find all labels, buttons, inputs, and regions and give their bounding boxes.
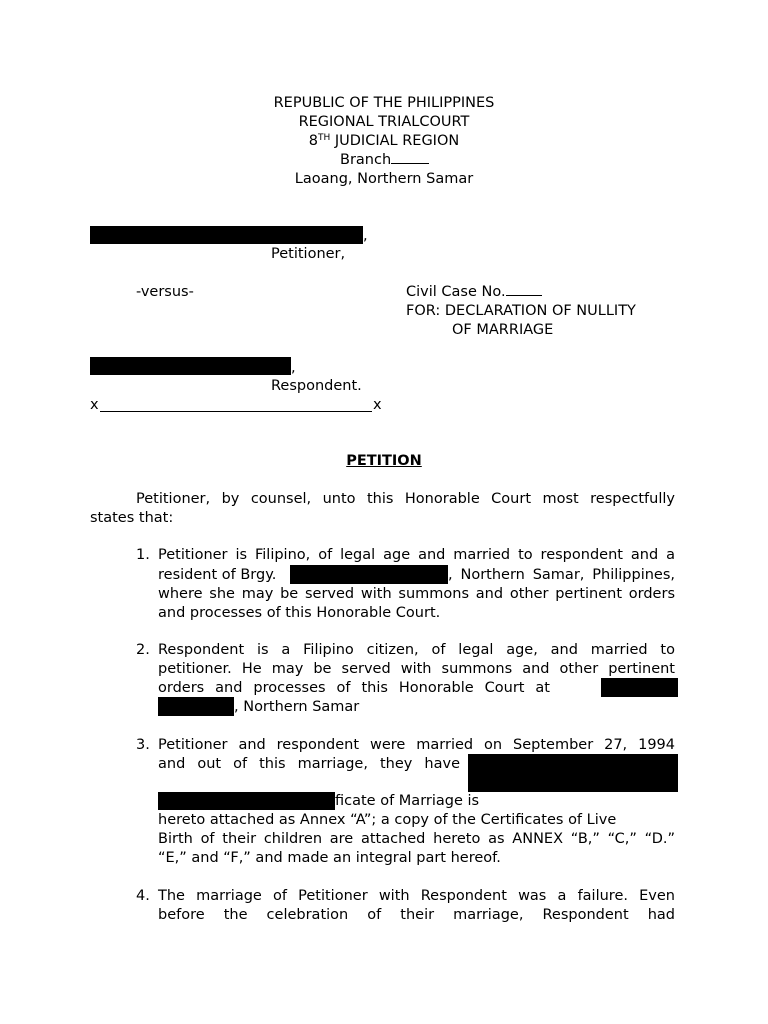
petitioner-comma: , bbox=[363, 228, 368, 244]
item-text-line: petitioner. He may be served with summons and other pertinent bbox=[158, 661, 675, 677]
respondent-label: Respondent. bbox=[271, 378, 362, 394]
item-number: 2. bbox=[136, 642, 150, 658]
header-court: REGIONAL TRIALCOURT bbox=[298, 114, 470, 130]
petition-title: PETITION bbox=[346, 453, 422, 469]
respondent-comma: , bbox=[291, 360, 296, 376]
versus-label: -versus- bbox=[136, 284, 194, 300]
item-number: 1. bbox=[136, 547, 150, 563]
caption-x-left: x bbox=[90, 397, 99, 413]
redacted-address-part1 bbox=[601, 678, 678, 697]
item-text-line: and processes of this Honorable Court. bbox=[158, 605, 441, 621]
intro-line1: Petitioner, by counsel, unto this Honorable Court most respectfully bbox=[136, 491, 675, 507]
item-text-line: , Northern Samar bbox=[234, 699, 360, 715]
item-text-line: and out of this marriage, they have bbox=[158, 756, 460, 772]
item-text-line: Birth of their children are attached hereto as ANNEX “B,” “C,” “D.” bbox=[158, 831, 675, 847]
redacted-children-details bbox=[468, 754, 678, 792]
item-text-line: where she may be served with summons and other pertinent orders bbox=[158, 586, 675, 602]
redacted-barangay bbox=[290, 565, 448, 584]
caption-divider-line bbox=[100, 411, 372, 412]
item-text-line: orders and processes of this Honorable Court at bbox=[158, 680, 550, 696]
redacted-address-part2 bbox=[158, 697, 234, 716]
caption-x-right: x bbox=[373, 397, 382, 413]
redacted-respondent-name bbox=[90, 357, 291, 375]
redacted-petitioner-name bbox=[90, 226, 363, 244]
header-region: 8TH JUDICIAL REGION bbox=[308, 133, 460, 149]
item-text-line: hereto attached as Annex “A”; a copy of the Certificates of Live bbox=[158, 812, 617, 828]
petitioner-label: Petitioner, bbox=[271, 246, 346, 262]
item-text-line: ficate of Marriage is bbox=[335, 793, 480, 809]
item-number: 4. bbox=[136, 888, 150, 904]
redacted-certificate-text bbox=[158, 792, 335, 810]
case-nature-line1: FOR: DECLARATION OF NULLITY bbox=[406, 303, 636, 319]
item-text-line: The marriage of Petitioner with Respondent was a failure. Even bbox=[158, 888, 675, 904]
item-text-line: resident of Brgy. bbox=[158, 567, 277, 583]
item-text-line: Petitioner and respondent were married on September 27, 1994 bbox=[158, 737, 675, 753]
item-number: 3. bbox=[136, 737, 150, 753]
civil-case-number: Civil Case No. bbox=[406, 283, 542, 302]
item-text-line: “E,” and “F,” and made an integral part hereof. bbox=[158, 850, 501, 866]
item-text-line: Respondent is a Filipino citizen, of legal age, and married to bbox=[158, 642, 675, 658]
header-location: Laoang, Northern Samar bbox=[294, 171, 474, 187]
item-text-line: before the celebration of their marriage, Respondent had bbox=[158, 907, 675, 923]
header-branch: Branch bbox=[340, 151, 429, 170]
case-nature-line2: OF MARRIAGE bbox=[452, 322, 554, 338]
item-text-line: , Northern Samar, Philippines, bbox=[448, 567, 675, 583]
header-republic: REPUBLIC OF THE PHILIPPINES bbox=[273, 95, 495, 111]
item-text-line: Petitioner is Filipino, of legal age and married to respondent and a bbox=[158, 547, 675, 563]
intro-line2: states that: bbox=[90, 510, 174, 526]
